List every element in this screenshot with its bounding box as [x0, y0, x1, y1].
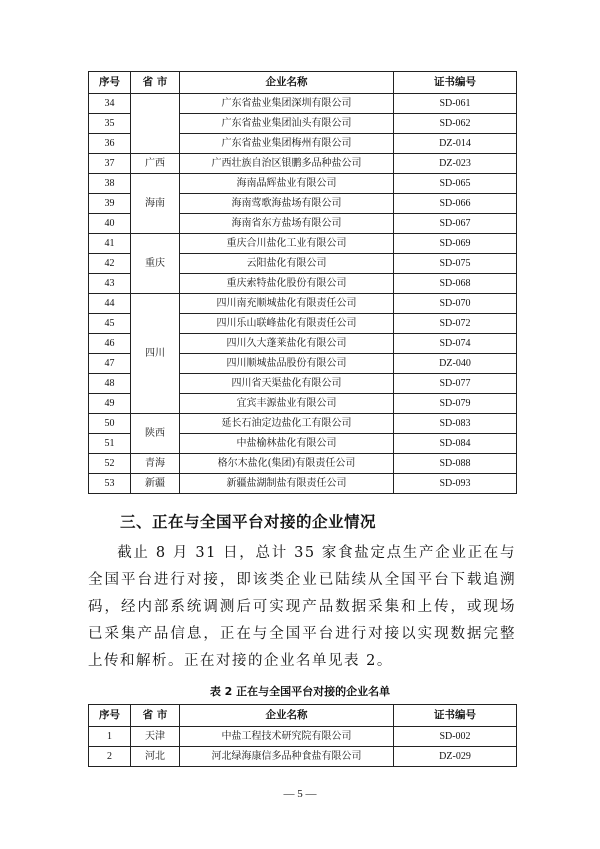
enterprise-table-continued	[88, 71, 517, 494]
header-province: 省 市	[131, 705, 180, 727]
row-no: 39	[89, 194, 131, 214]
row-no: 38	[89, 174, 131, 194]
header-name: 企业名称	[180, 72, 394, 94]
row-cert: SD-079	[394, 394, 517, 414]
row-name: 四川南充顺城盐化有限责任公司	[180, 294, 394, 314]
row-cert: SD-065	[394, 174, 517, 194]
province-cell: 重庆	[131, 234, 180, 294]
row-name: 云阳盐化有限公司	[180, 254, 394, 274]
row-name: 四川省天渠盐化有限公司	[180, 374, 394, 394]
row-cert: SD-062	[394, 114, 517, 134]
table-row	[89, 414, 517, 434]
connecting-enterprise-table	[88, 704, 517, 767]
row-name: 广东省盐业集团汕头有限公司	[180, 114, 394, 134]
province-cell: 四川	[131, 294, 180, 414]
table-row	[89, 727, 517, 747]
table-row	[89, 154, 517, 174]
row-name: 格尔木盐化(集团)有限责任公司	[180, 454, 394, 474]
section-heading: 三、正在与全国平台对接的企业情况	[120, 513, 377, 531]
row-cert: SD-061	[394, 94, 517, 114]
table-row	[89, 454, 517, 474]
row-no: 46	[89, 334, 131, 354]
page-number: — 5 —	[283, 788, 317, 800]
row-name: 广东省盐业集团梅州有限公司	[180, 134, 394, 154]
row-name: 四川久大蓬莱盐化有限公司	[180, 334, 394, 354]
row-cert: SD-083	[394, 414, 517, 434]
province-cell: 天津	[131, 727, 180, 747]
table-header-row	[89, 705, 517, 727]
row-no: 42	[89, 254, 131, 274]
row-no: 35	[89, 114, 131, 134]
table-row	[89, 234, 517, 254]
row-name: 四川乐山联峰盐化有限责任公司	[180, 314, 394, 334]
row-cert: SD-075	[394, 254, 517, 274]
province-cell: 海南	[131, 174, 180, 234]
header-cert: 证书编号	[394, 705, 517, 727]
province-cell-guangdong	[131, 94, 180, 154]
row-no: 40	[89, 214, 131, 234]
row-name: 四川顺城盐品股份有限公司	[180, 354, 394, 374]
row-cert: SD-077	[394, 374, 517, 394]
table-row	[89, 474, 517, 494]
row-no: 49	[89, 394, 131, 414]
row-cert: SD-068	[394, 274, 517, 294]
row-no: 2	[89, 747, 131, 767]
row-no: 53	[89, 474, 131, 494]
row-name: 中盐榆林盐化有限公司	[180, 434, 394, 454]
table-row	[89, 747, 517, 767]
row-cert: DZ-014	[394, 134, 517, 154]
row-name: 延长石油定边盐化工有限公司	[180, 414, 394, 434]
row-no: 44	[89, 294, 131, 314]
table-row	[89, 294, 517, 314]
table-row	[89, 94, 517, 114]
province-cell: 广西	[131, 154, 180, 174]
header-name: 企业名称	[180, 705, 394, 727]
table-row	[89, 174, 517, 194]
row-no: 50	[89, 414, 131, 434]
table2-caption: 表 2 正在与全国平台对接的企业名单	[209, 685, 391, 698]
row-cert: SD-088	[394, 454, 517, 474]
header-no: 序号	[89, 705, 131, 727]
row-name: 河北绿海康信多品种食盐有限公司	[180, 747, 394, 767]
province-cell: 陕西	[131, 414, 180, 454]
row-no: 51	[89, 434, 131, 454]
row-name: 广西壮族自治区银鹏多品种盐公司	[180, 154, 394, 174]
row-cert: DZ-029	[394, 747, 517, 767]
row-cert: SD-093	[394, 474, 517, 494]
table-header-row	[89, 72, 517, 94]
header-cert: 证书编号	[394, 72, 517, 94]
paragraph-text: 截止 8 月 31 日，总计 35 家食盐定点生产企业正在与全国平台进行对接，即该类企业已陆续从全国平台下载追溯码，经内部系统调测后可实现产品数据采集和上传，或现场已采集产品信息，正在与全国平台进行对接以实现数据完整上传和解析。正在对接的企业名单见表 2。	[88, 545, 516, 669]
province-cell: 河北	[131, 747, 180, 767]
row-name: 中盐工程技术研究院有限公司	[180, 727, 394, 747]
row-no: 43	[89, 274, 131, 294]
row-cert: SD-002	[394, 727, 517, 747]
row-cert: SD-066	[394, 194, 517, 214]
header-province: 省 市	[131, 72, 180, 94]
row-name: 新疆盐湖制盐有限责任公司	[180, 474, 394, 494]
row-no: 45	[89, 314, 131, 334]
row-name: 重庆索特盐化股份有限公司	[180, 274, 394, 294]
row-no: 36	[89, 134, 131, 154]
row-cert: SD-070	[394, 294, 517, 314]
row-name: 海南莺歌海盐场有限公司	[180, 194, 394, 214]
row-no: 37	[89, 154, 131, 174]
province-cell: 青海	[131, 454, 180, 474]
row-cert: SD-069	[394, 234, 517, 254]
header-no: 序号	[89, 72, 131, 94]
row-name: 广东省盐业集团深圳有限公司	[180, 94, 394, 114]
row-cert: SD-074	[394, 334, 517, 354]
row-no: 41	[89, 234, 131, 254]
row-cert: DZ-023	[394, 154, 517, 174]
row-cert: SD-067	[394, 214, 517, 234]
row-no: 34	[89, 94, 131, 114]
row-no: 48	[89, 374, 131, 394]
row-name: 重庆合川盐化工业有限公司	[180, 234, 394, 254]
body-paragraph	[88, 540, 516, 675]
row-no: 52	[89, 454, 131, 474]
row-cert: DZ-040	[394, 354, 517, 374]
province-cell: 新疆	[131, 474, 180, 494]
row-cert: SD-084	[394, 434, 517, 454]
row-name: 宜宾丰源盐业有限公司	[180, 394, 394, 414]
row-no: 47	[89, 354, 131, 374]
row-name: 海南省东方盐场有限公司	[180, 214, 394, 234]
row-name: 海南晶辉盐业有限公司	[180, 174, 394, 194]
row-no: 1	[89, 727, 131, 747]
row-cert: SD-072	[394, 314, 517, 334]
